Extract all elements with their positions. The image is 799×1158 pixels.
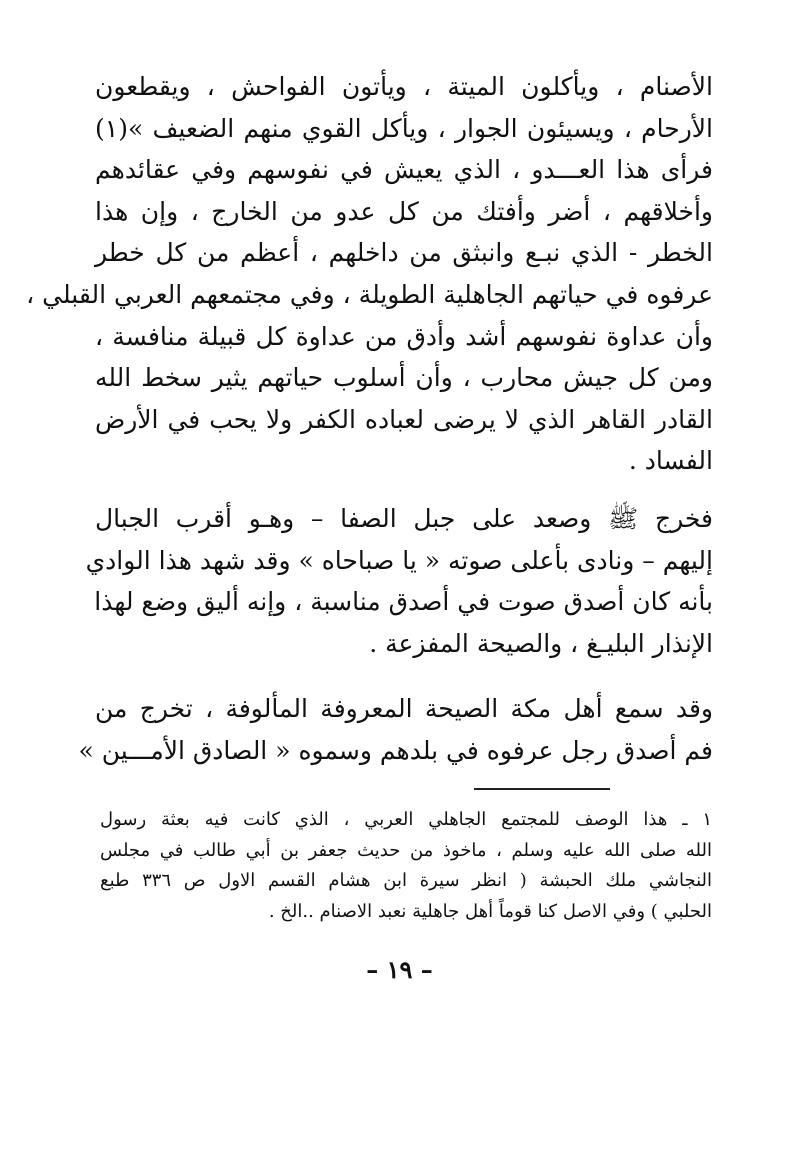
page-number: – ١٩ – (366, 955, 433, 984)
text-line: الإنذار البليـغ ، والصيحة المفزعة . (369, 628, 713, 658)
footnote (100, 805, 712, 927)
text-line: عرفوه في حياتهم الجاهلية الطويلة ، وفي مجتمعهم العربي القبلي ، (26, 279, 713, 309)
text-line: الأصنام ، ويأكلون الميتة ، ويأتون الفواحش ، ويقطعون (95, 72, 713, 101)
text-line: فخرج ﷺ وصعد على جبل الصفا – وهـو أقرب الجبال (95, 503, 713, 533)
paragraph-1 (26, 66, 713, 482)
paragraph-3 (78, 688, 713, 771)
main-text (26, 66, 713, 772)
text-line: وأخلاقهم ، أضر وأفتك من كل عدو من الخارج ، وإن هذا (95, 196, 713, 226)
text-line: فم أصدق رجل عرفوه في بلدهم وسموه « الصادق الأمـــين » (78, 735, 713, 765)
text-line: القادر القاهر الذي لا يرضى لعباده الكفر ولا يحب في الأرض (95, 404, 713, 434)
text-line: بأنه كان أصدق صوت في أصدق مناسبة ، وإنه أليق وضع لهذا (94, 587, 713, 617)
paragraph-2 (85, 498, 713, 664)
footnote-line: الحلبي ) وفي الاصل كنا قوماً أهل جاهلية نعبد الاصنام ..الخ . (268, 900, 712, 922)
text-line: ومن كل جيش محارب ، وأن أسلوب حياتهم يثير سخط الله (95, 363, 713, 393)
text-line: وقد سمع أهل مكة الصيحة المعروفة المألوفة ، تخرج من (95, 694, 713, 724)
text-line: الخطر - الذي نبـع وانبثق من داخلهم ، أعظم من كل خطر (95, 238, 713, 268)
text-line: الفساد . (628, 446, 713, 476)
text-line: فرأى هذا العـــدو ، الذي يعيش في نفوسهم وفي عقائدهم (95, 155, 713, 185)
text-line: إليهم – ونادى بأعلى صوته « يا صباحاه » وقد شهد هذا الوادي (85, 545, 713, 575)
text-line: وأن عداوة نفوسهم أشد وأدق من عداوة كل قبيلة منافسة ، (95, 321, 713, 351)
footnote-line: النجاشي ملك الحبشة ( انظر سيرة ابن هشام القسم الاول ص ٣٣٦ طبع (100, 870, 713, 891)
footnote-separator (474, 788, 610, 790)
footnote-line: ١ ـ هذا الوصف للمجتمع الجاهلي العربي ، الذي كانت فيه بعثة رسول (100, 809, 712, 830)
text-line: الأرحام ، ويسيئون الجوار ، ويأكل القوي منهم الضعيف »(١) (95, 113, 713, 143)
footnote-line: الله صلى الله عليه وسلم ، ماخوذ من حديث جعفر بن أبي طالب في مجلس (100, 839, 712, 861)
